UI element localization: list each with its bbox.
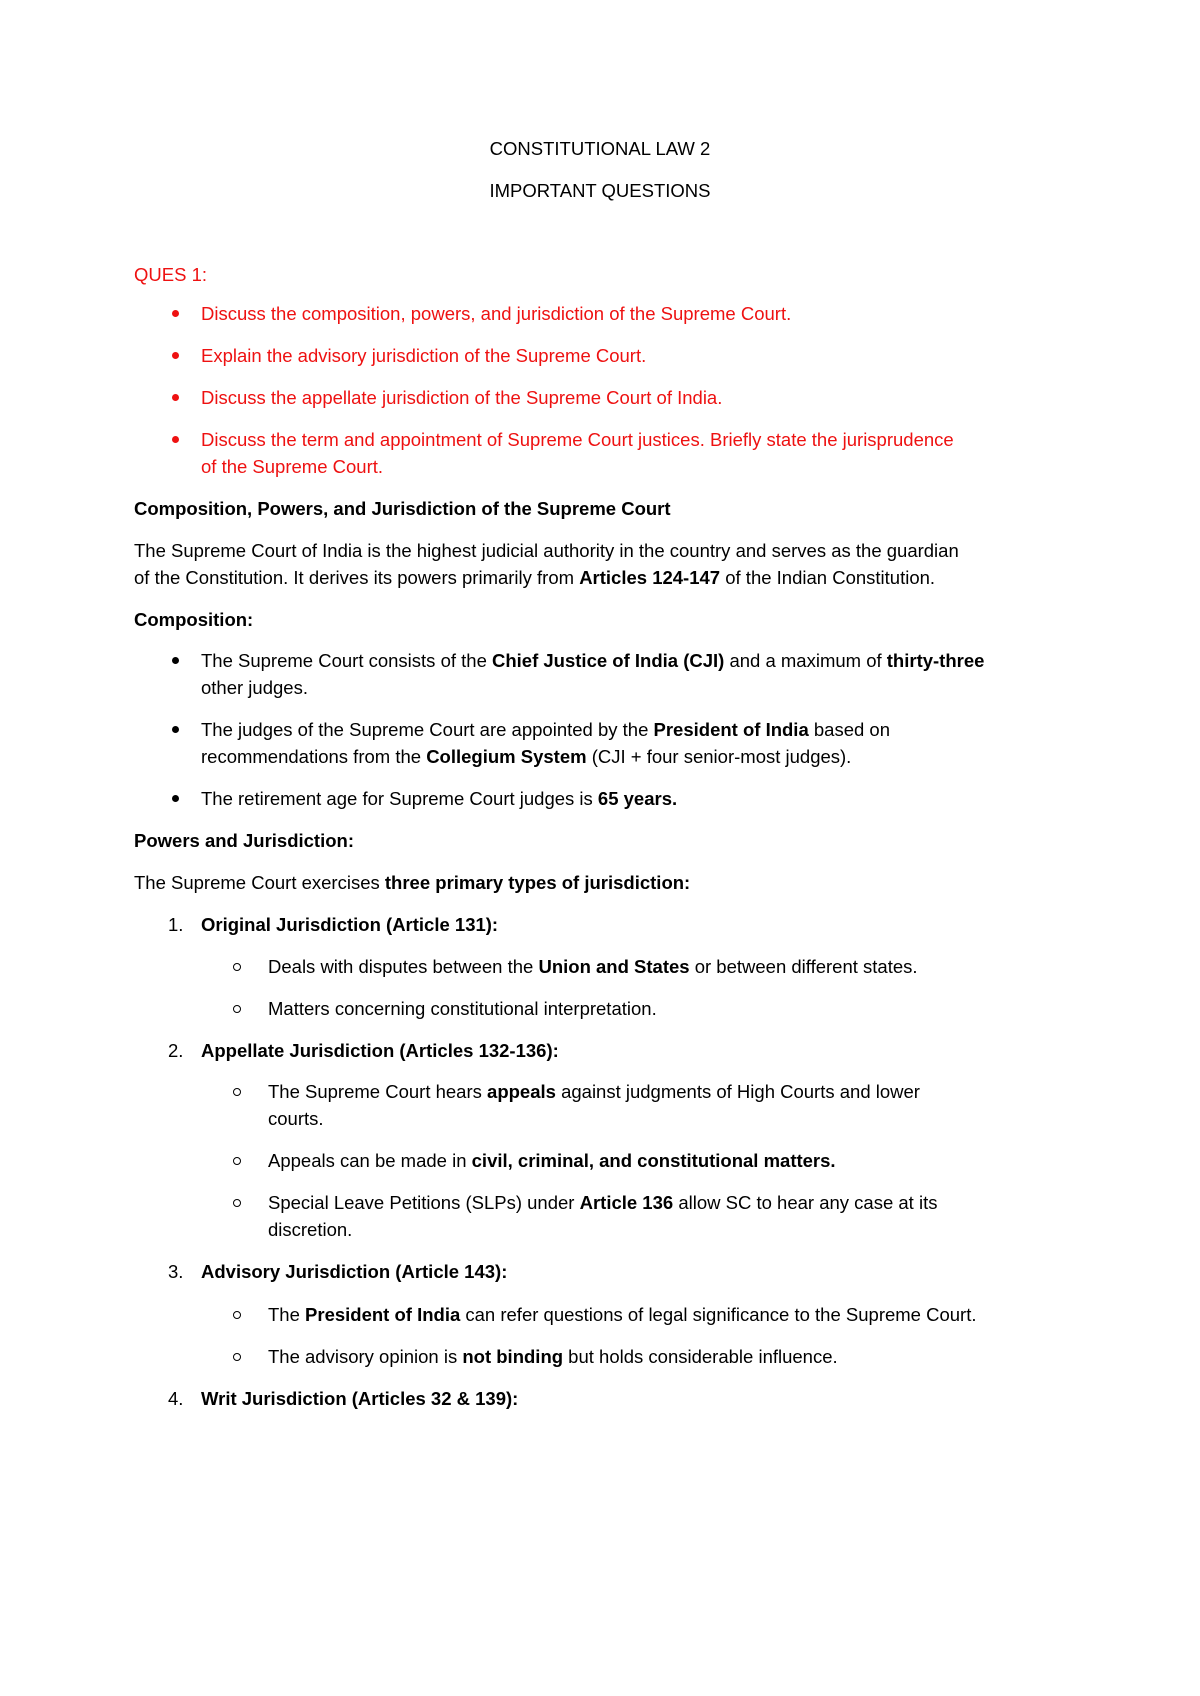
jurisdiction-detail: Special Leave Petitions (SLPs) under Article 136 allow SC to hear any case at its bbox=[268, 1192, 938, 1213]
bullet-icon bbox=[172, 795, 179, 802]
question-item: Explain the advisory jurisdiction of the Supreme Court. bbox=[201, 345, 647, 366]
jurisdiction-title: Advisory Jurisdiction (Article 143): bbox=[201, 1261, 508, 1282]
jurisdiction-title: Writ Jurisdiction (Articles 32 & 139): bbox=[201, 1388, 519, 1409]
document-title: CONSTITUTIONAL LAW 2 bbox=[489, 138, 711, 159]
sub-bullet-icon bbox=[233, 1199, 241, 1207]
question-label: QUES 1: bbox=[134, 264, 207, 285]
jurisdiction-detail-continued: courts. bbox=[268, 1108, 324, 1129]
list-number: 4. bbox=[168, 1388, 184, 1409]
composition-item-continued: recommendations from the Collegium System (CJI + four senior-most judges). bbox=[201, 746, 852, 767]
intro-paragraph-line: of the Constitution. It derives its powers primarily from Articles 124-147 of the Indian Constitution. bbox=[134, 567, 936, 588]
sub-bullet-icon bbox=[233, 1157, 241, 1165]
question-item: Discuss the term and appointment of Supreme Court justices. Briefly state the jurisprudence bbox=[201, 429, 954, 450]
jurisdiction-title: Original Jurisdiction (Article 131): bbox=[201, 914, 499, 935]
intro-paragraph-line: The Supreme Court of India is the highest judicial authority in the country and serves as the guardian bbox=[134, 540, 959, 561]
bullet-icon bbox=[172, 352, 179, 359]
powers-heading: Powers and Jurisdiction: bbox=[134, 830, 354, 851]
bullet-icon bbox=[172, 657, 179, 664]
bullet-icon bbox=[172, 726, 179, 733]
jurisdiction-detail: The President of India can refer questions of legal significance to the Supreme Court. bbox=[268, 1304, 977, 1325]
composition-heading: Composition: bbox=[134, 609, 254, 630]
list-number: 1. bbox=[168, 914, 184, 935]
bullet-icon bbox=[172, 394, 179, 401]
jurisdiction-title: Appellate Jurisdiction (Articles 132-136): bbox=[201, 1040, 559, 1061]
sub-bullet-icon bbox=[233, 1353, 241, 1361]
sub-bullet-icon bbox=[233, 963, 241, 971]
jurisdiction-detail: Appeals can be made in civil, criminal, and constitutional matters. bbox=[268, 1150, 836, 1171]
sub-bullet-icon bbox=[233, 1088, 241, 1096]
list-number: 3. bbox=[168, 1261, 184, 1282]
bullet-icon bbox=[172, 310, 179, 317]
jurisdiction-detail-continued: discretion. bbox=[268, 1219, 353, 1240]
question-item-continued: of the Supreme Court. bbox=[201, 456, 384, 477]
jurisdiction-detail: The advisory opinion is not binding but holds considerable influence. bbox=[268, 1346, 838, 1367]
question-item: Discuss the composition, powers, and jurisdiction of the Supreme Court. bbox=[201, 303, 792, 324]
composition-item-continued: other judges. bbox=[201, 677, 308, 698]
bullet-icon bbox=[172, 436, 179, 443]
list-number: 2. bbox=[168, 1040, 184, 1061]
powers-intro: The Supreme Court exercises three primary types of jurisdiction: bbox=[134, 872, 691, 893]
question-item: Discuss the appellate jurisdiction of the Supreme Court of India. bbox=[201, 387, 723, 408]
sub-bullet-icon bbox=[233, 1005, 241, 1013]
jurisdiction-detail: The Supreme Court hears appeals against judgments of High Courts and lower bbox=[268, 1081, 920, 1102]
section-heading: Composition, Powers, and Jurisdiction of the Supreme Court bbox=[134, 498, 671, 519]
composition-item: The judges of the Supreme Court are appointed by the President of India based on bbox=[201, 719, 890, 740]
jurisdiction-detail: Deals with disputes between the Union and States or between different states. bbox=[268, 956, 918, 977]
jurisdiction-detail: Matters concerning constitutional interpretation. bbox=[268, 998, 657, 1019]
document-subtitle: IMPORTANT QUESTIONS bbox=[489, 180, 711, 201]
composition-item: The Supreme Court consists of the Chief Justice of India (CJI) and a maximum of thirty-three bbox=[201, 650, 985, 671]
sub-bullet-icon bbox=[233, 1311, 241, 1319]
composition-item: The retirement age for Supreme Court judges is 65 years. bbox=[201, 788, 678, 809]
